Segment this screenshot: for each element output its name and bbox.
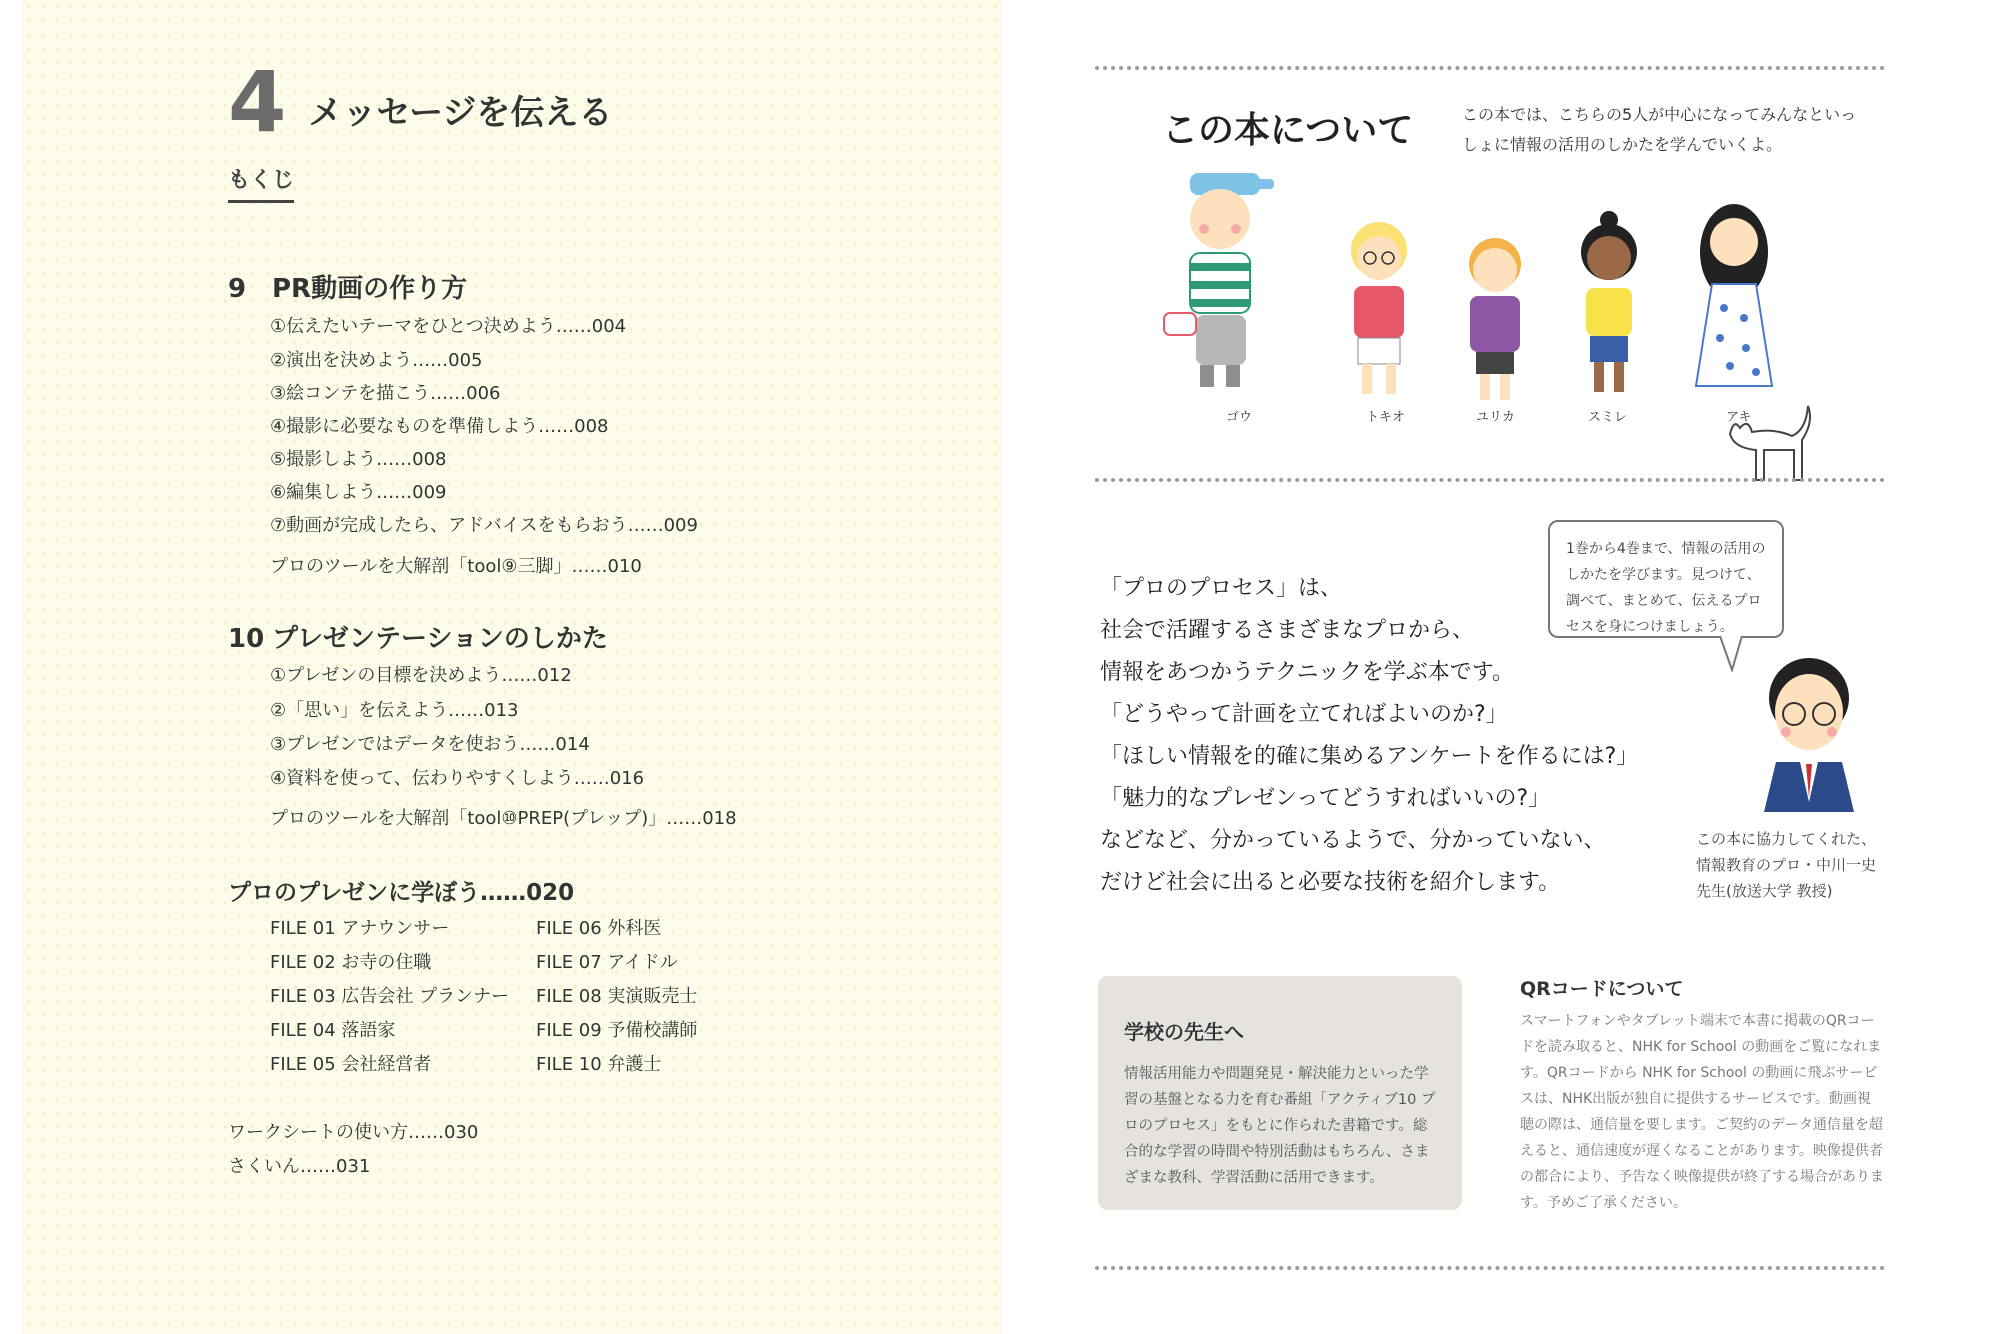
file-item: FILE 06 外科医 bbox=[536, 918, 662, 939]
dotted-divider bbox=[1095, 66, 1885, 70]
intro-line: 社会で活躍するさまざまなプロから、 bbox=[1100, 618, 1475, 643]
intro-line: 「どうやって計画を立てればよいのか?」 bbox=[1100, 702, 1508, 727]
file-item: FILE 09 予備校講師 bbox=[536, 1020, 698, 1041]
toc-item: ①プレゼンの目標を決めよう……012 bbox=[270, 665, 572, 686]
caption-line: 先生(放送大学 教授) bbox=[1696, 882, 1833, 900]
dotted-divider bbox=[1095, 478, 1885, 482]
toc-item: ④撮影に必要なものを準備しよう……008 bbox=[270, 416, 609, 437]
chapter-heading bbox=[228, 53, 613, 151]
toc-item: プロのツールを大解剖「tool⑩PREP(プレップ)」……018 bbox=[270, 808, 737, 829]
qr-body: スマートフォンやタブレット端末で本書に掲載のQRコードを読み取ると、NHK for School の動画をご覧になれます。QRコードから NHK for School の動画に飛ぶサービスは、NHK出版が独自に提供するサービスです。動画視聴の際は、通信量を要します。ご契約のデータ通信量を超えると、通信速度が遅くなることがあります。映像提供者の都合により、予告なく映像提供が終了する場合があります。予めご了承ください。 bbox=[1520, 1013, 1884, 1211]
section-9-heading bbox=[228, 268, 467, 305]
toc-item: ②「思い」を伝えよう……013 bbox=[270, 700, 519, 721]
character-aki-illustration bbox=[1684, 198, 1784, 406]
file-item: FILE 04 落語家 bbox=[270, 1020, 396, 1041]
file-item: FILE 05 会社経営者 bbox=[270, 1054, 432, 1075]
about-title: この本について bbox=[1162, 110, 1414, 151]
pro-section-heading: プロのプレゼンに学ぼう……020 bbox=[228, 880, 575, 906]
professor-caption bbox=[1696, 826, 1896, 904]
about-description: この本では、こちらの5人が中心になってみんなといっしょに情報の活用のしかたを学んでいくよ。 bbox=[1462, 105, 1857, 154]
worksheet-entry: ワークシートの使い方……030 bbox=[228, 1122, 479, 1143]
index-entry: さくいん……031 bbox=[228, 1156, 371, 1177]
intro-line: 「ほしい情報を的確に集めるアンケートを作るには?」 bbox=[1100, 744, 1639, 769]
toc-item: ③絵コンテを描こう……006 bbox=[270, 383, 501, 404]
file-item: FILE 07 アイドル bbox=[536, 952, 678, 973]
character-yurika-illustration bbox=[1450, 228, 1540, 406]
character-tokio-illustration bbox=[1334, 210, 1424, 406]
intro-line: などなど、分かっているようで、分かっていない、 bbox=[1100, 828, 1606, 853]
intro-line: 「魅力的なプレゼンってどうすればいいの?」 bbox=[1100, 786, 1551, 811]
character-name: スミレ bbox=[1588, 410, 1628, 425]
teacher-note-title: 学校の先生へ bbox=[1124, 1020, 1244, 1044]
section-number: 9 bbox=[228, 274, 247, 304]
teacher-note-box bbox=[1098, 976, 1462, 1210]
file-item: FILE 03 広告会社 プランナー bbox=[270, 986, 510, 1007]
dotted-divider bbox=[1095, 1266, 1885, 1270]
character-name: ユリカ bbox=[1476, 410, 1515, 425]
file-item: FILE 01 アナウンサー bbox=[270, 918, 450, 939]
chapter-number: 4 bbox=[228, 53, 287, 151]
qr-title: QRコードについて bbox=[1520, 978, 1684, 1000]
section-title: プレゼンテーションのしかた bbox=[272, 624, 608, 654]
character-name: トキオ bbox=[1366, 410, 1406, 425]
speech-bubble: 1巻から4巻まで、情報の活用のしかたを学びます。見つけて、調べて、まとめて、伝えるプロセスを身につけましょう。 bbox=[1548, 520, 1784, 638]
section-title: PR動画の作り方 bbox=[272, 274, 468, 304]
file-item: FILE 10 弁護士 bbox=[536, 1054, 662, 1075]
professor-illustration bbox=[1754, 652, 1864, 812]
character-name: ゴウ bbox=[1226, 410, 1253, 425]
toc-item: ①伝えたいテーマをひとつ決めよう……004 bbox=[270, 316, 627, 337]
section-number: 10 bbox=[228, 624, 265, 654]
toc-item: ⑤撮影しよう……008 bbox=[270, 449, 447, 470]
intro-line: 情報をあつかうテクニックを学ぶ本です。 bbox=[1100, 660, 1515, 685]
intro-line: 「プロのプロセス」は、 bbox=[1100, 576, 1343, 601]
chapter-title: メッセージを伝える bbox=[308, 93, 613, 133]
toc-label: もくじ bbox=[228, 163, 294, 203]
character-sumire-illustration bbox=[1564, 206, 1654, 406]
toc-item: ④資料を使って、伝わりやすくしよう……016 bbox=[270, 768, 645, 789]
character-go-illustration bbox=[1160, 165, 1290, 405]
character-name: アキ bbox=[1726, 410, 1752, 425]
caption-line: 情報教育のプロ・中川一史 bbox=[1696, 856, 1877, 874]
toc-item: ⑦動画が完成したら、アドバイスをもらおう……009 bbox=[270, 515, 698, 536]
teacher-note-body: 情報活用能力や問題発見・解決能力といった学習の基盤となる力を育む番組「アクティブ10 プロのプロセス」をもとに作られた書籍です。総合的な学習の時間や特別活動はもちろん、さまざまな教科、学習活動に活用できます。 bbox=[1124, 1066, 1436, 1186]
toc-item: ③プレゼンではデータを使おう……014 bbox=[270, 734, 590, 755]
file-item: FILE 02 お寺の住職 bbox=[270, 952, 432, 973]
file-item: FILE 08 実演販売士 bbox=[536, 986, 698, 1007]
section-10-heading bbox=[228, 618, 608, 655]
toc-item: プロのツールを大解剖「tool⑨三脚」……010 bbox=[270, 556, 642, 577]
speech-bubble-tail bbox=[1718, 636, 1748, 672]
toc-item: ②演出を決めよう……005 bbox=[270, 350, 483, 371]
toc-item: ⑥編集しよう……009 bbox=[270, 482, 447, 503]
caption-line: この本に協力してくれた、 bbox=[1696, 830, 1877, 848]
intro-line: だけど社会に出ると必要な技術を紹介します。 bbox=[1100, 870, 1561, 895]
